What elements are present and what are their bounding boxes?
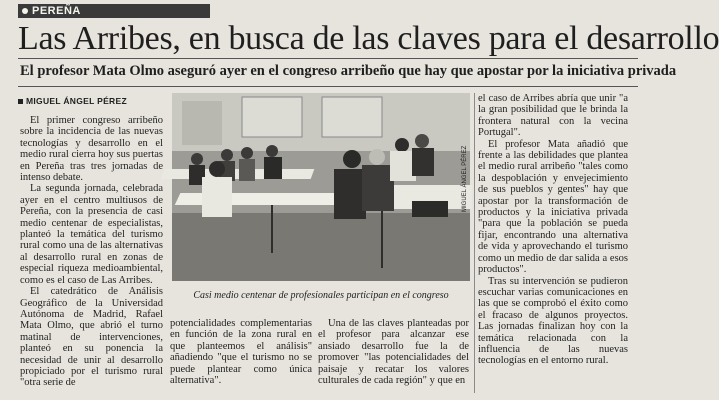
square-bullet-icon: [18, 99, 23, 104]
photo-caption: Casi medio centenar de profesionales participan en el congreso: [193, 290, 449, 301]
subheadline: El profesor Mata Olmo aseguró ayer en el congreso arribeño que hay que apostar por la iniciativa privada: [20, 63, 677, 79]
column-left: [20, 115, 163, 389]
column-middle-2: [318, 318, 469, 386]
section-tag: [18, 4, 210, 18]
byline-author: MIGUEL ÁNGEL PÉREZ: [26, 96, 127, 106]
column-middle-1: [170, 318, 312, 386]
paragraph: El primer congreso arribeño sobre la incidencia de las nuevas tecnologías y desarrollo en el medio rural cierra hoy sus puertas en Pereña tras tres jornadas de intenso debate.: [20, 115, 163, 184]
paragraph: el caso de Arribes abría que unir "a la gran posibilidad que le brinda la frontera natural con la vecina Portugal".: [478, 93, 628, 139]
photo-credit: MIGUEL ÁNGEL PÉREZ: [462, 145, 468, 212]
paragraph: La segunda jornada, celebrada ayer en el centro multiusos de Pereña, con la presencia de casi medio centenar de especialistas, planteó la temática del turismo rural como una de las alternativas al desarrollo rural en zonas de especial riqueza medioambiental, como es el caso de Las Arribes.: [20, 183, 163, 286]
headline-rule: [18, 58, 638, 59]
photo-illustration: [172, 93, 470, 281]
bullet-icon: [22, 8, 28, 14]
headline: Las Arribes, en busca de las claves para el desarrollo: [18, 20, 719, 57]
column-divider: [474, 93, 475, 393]
column-right: [478, 93, 628, 367]
paragraph: Tras su intervención se pudieron escuchar varias comunicaciones en las que se comprobó el éxito como el fracaso de algunos proyectos. Las jornadas finalizan hoy con la temática relacionada con la influencia de las nuevas tecnologías en el entorno rural.: [478, 275, 628, 367]
subhead-rule: [18, 86, 638, 87]
paragraph: El catedrático de Análisis Geográfico de la Universidad Autónoma de Madrid, Rafael Mata Olmo, que abrió el turno matinal de intervenciones, planteó en su ponencia la necesidad de unir al desarrollo propiciado por el turismo rural "otra serie de: [20, 286, 163, 389]
conference-photo: [172, 93, 470, 281]
paragraph: potencialidades complementarias en función de la zona rural en que planteemos el análisis" añadiendo "que el turismo no se puede plantear como única alternativa".: [170, 318, 312, 387]
byline: [18, 96, 178, 106]
section-name: PEREÑA: [32, 5, 81, 17]
paragraph: El profesor Mata añadió que frente a las debilidades que plantea el medio rural arribeño "tales como la despoblación y envejecimiento de sus pueblos y gentes" hay que apostar por la transformación de productos y la iniciativa privada "para que la población se pueda fijar, encontrando una alternativa de vida y aprovechando el turismo como un medio de dar salida a esos productos".: [478, 138, 628, 276]
paragraph: Una de las claves planteadas por el profesor para alcanzar ese ansiado desarrollo fue la de promover "las potencialidades del paisaje y recatar los valores culturales de cada región" y que en: [318, 318, 469, 387]
